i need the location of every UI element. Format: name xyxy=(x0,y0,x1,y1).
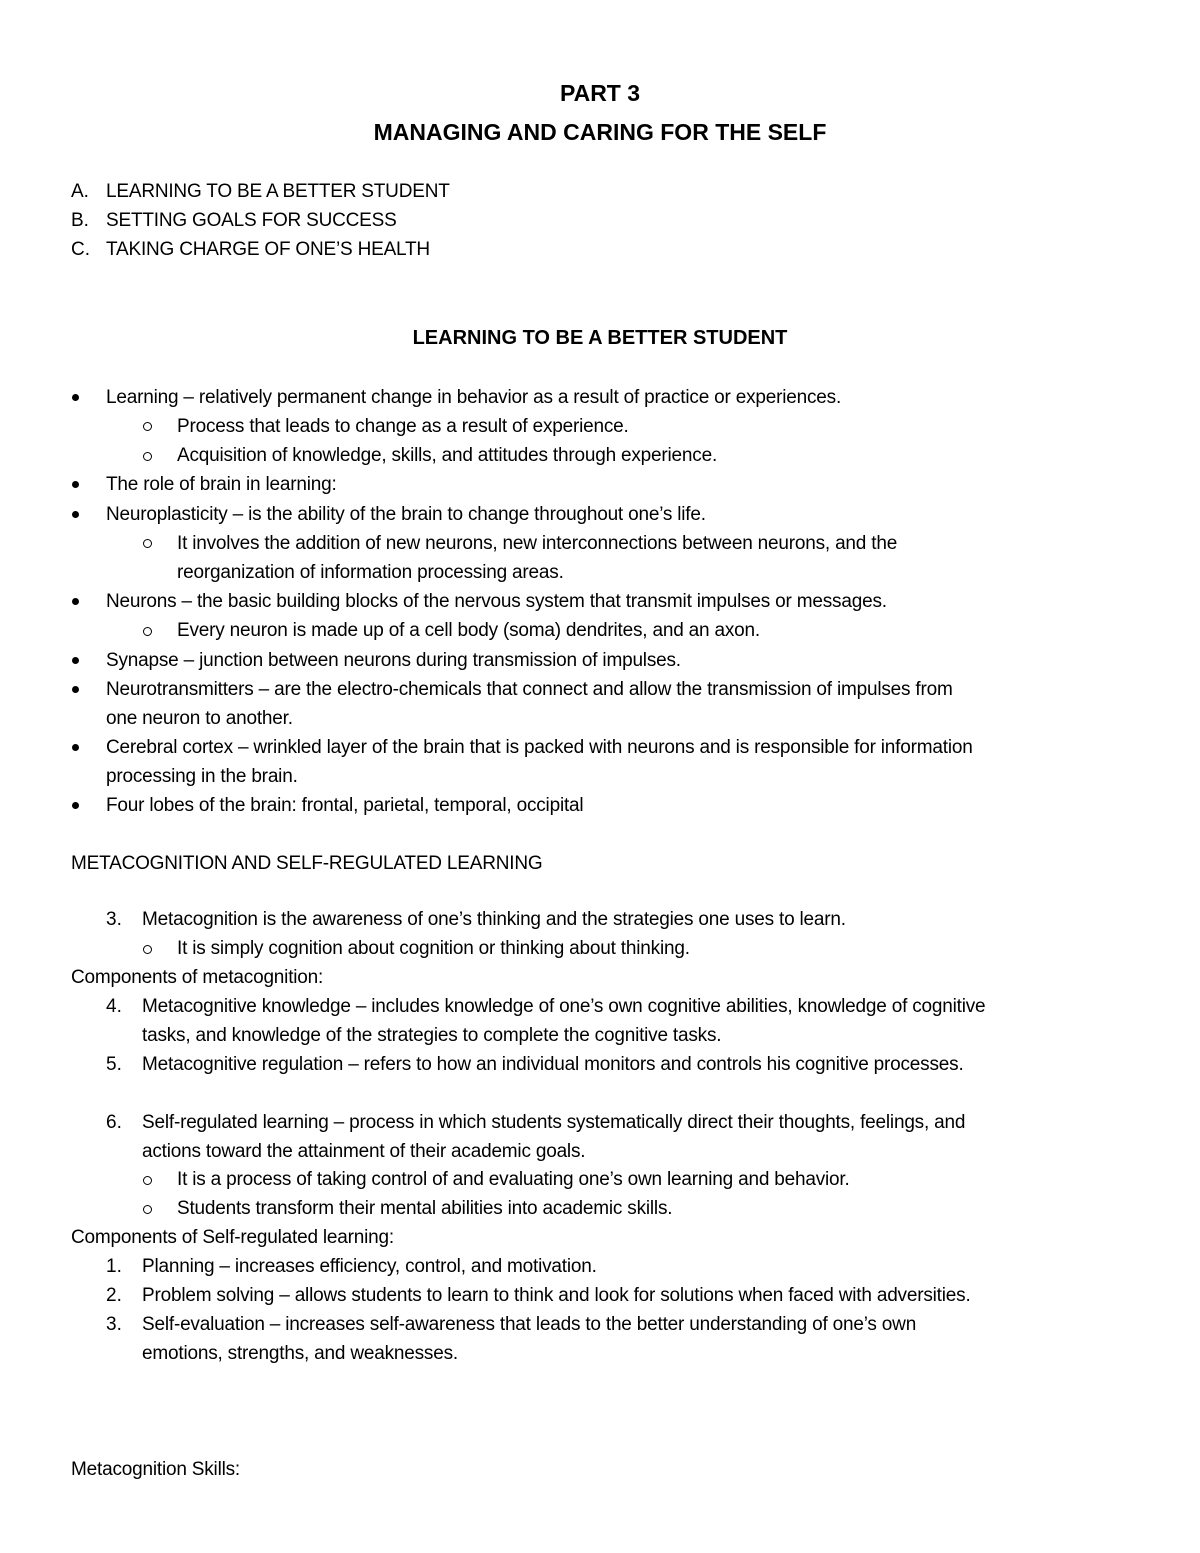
sub-bullet-icon xyxy=(143,452,152,461)
metacognition-skills-label: Metacognition Skills: xyxy=(71,1459,240,1480)
components-srl-label: Components of Self-regulated learning: xyxy=(71,1227,394,1248)
outline-item-a: LEARNING TO BE A BETTER STUDENT xyxy=(106,181,450,202)
srl-self-evaluation-line1: Self-evaluation – increases self-awareness that leads to the better understanding of one’s own xyxy=(142,1314,917,1335)
bullet-neurotransmitters-line2: one neuron to another. xyxy=(106,708,293,729)
list-marker: 3. xyxy=(106,1314,122,1335)
sub-bullet-icon xyxy=(143,539,152,548)
bullet-four-lobes: Four lobes of the brain: frontal, parietal, temporal, occipital xyxy=(106,795,584,816)
bullet-icon xyxy=(72,657,79,664)
list-marker: 6. xyxy=(106,1112,122,1133)
outline-item-b: SETTING GOALS FOR SUCCESS xyxy=(106,210,397,231)
bullet-icon xyxy=(72,394,79,401)
sub-bullet-cognition: It is simply cognition about cognition or thinking about thinking. xyxy=(177,938,690,959)
bullet-icon xyxy=(72,686,79,693)
metacognitive-regulation: Metacognitive regulation – refers to how an individual monitors and controls his cognitive processes. xyxy=(142,1054,964,1075)
metacognition-definition: Metacognition is the awareness of one’s thinking and the strategies one uses to learn. xyxy=(142,909,846,930)
bullet-cortex-line1: Cerebral cortex – wrinkled layer of the brain that is packed with neurons and is responsible for information xyxy=(106,737,973,758)
page-title: MANAGING AND CARING FOR THE SELF xyxy=(373,119,827,145)
components-metacognition-label: Components of metacognition: xyxy=(71,967,324,988)
bullet-icon xyxy=(72,744,79,751)
bullet-icon xyxy=(72,481,79,488)
bullet-synapse: Synapse – junction between neurons during transmission of impulses. xyxy=(106,650,681,671)
bullet-icon xyxy=(72,511,79,518)
metacognitive-knowledge-line1: Metacognitive knowledge – includes knowledge of one’s own cognitive abilities, knowledge of cognitive xyxy=(142,996,986,1017)
self-regulated-learning-line2: actions toward the attainment of their academic goals. xyxy=(142,1141,586,1162)
section-title: LEARNING TO BE A BETTER STUDENT xyxy=(412,327,788,349)
sub-bullet-icon xyxy=(143,945,152,954)
bullet-cortex-line2: processing in the brain. xyxy=(106,766,298,787)
list-marker: 5. xyxy=(106,1054,122,1075)
self-regulated-learning-line1: Self-regulated learning – process in which students systematically direct their thoughts, feelings, and xyxy=(142,1112,966,1133)
metacognition-heading: METACOGNITION AND SELF-REGULATED LEARNING xyxy=(71,853,543,874)
bullet-learning: Learning – relatively permanent change in behavior as a result of practice or experiences. xyxy=(106,387,842,408)
sub-bullet-icon xyxy=(143,422,152,431)
sub-bullet-icon xyxy=(143,1176,152,1185)
sub-bullet-transform: Students transform their mental abilities into academic skills. xyxy=(177,1198,673,1219)
bullet-neurotransmitters-line1: Neurotransmitters – are the electro-chemicals that connect and allow the transmission of impulses from xyxy=(106,679,953,700)
list-marker: 3. xyxy=(106,909,122,930)
sub-bullet-taking-control: It is a process of taking control of and evaluating one’s own learning and behavior. xyxy=(177,1169,850,1190)
metacognitive-knowledge-line2: tasks, and knowledge of the strategies to complete the cognitive tasks. xyxy=(142,1025,722,1046)
sub-bullet-involves-line1: It involves the addition of new neurons, new interconnections between neurons, and the xyxy=(177,533,898,554)
bullet-brain-role: The role of brain in learning: xyxy=(106,474,337,495)
sub-bullet-neuron-parts: Every neuron is made up of a cell body (soma) dendrites, and an axon. xyxy=(177,620,760,641)
srl-planning: Planning – increases efficiency, control, and motivation. xyxy=(142,1256,597,1277)
bullet-neurons: Neurons – the basic building blocks of the nervous system that transmit impulses or messages. xyxy=(106,591,887,612)
sub-bullet-process: Process that leads to change as a result of experience. xyxy=(177,416,629,437)
bullet-icon xyxy=(72,598,79,605)
bullet-neuroplasticity: Neuroplasticity – is the ability of the brain to change throughout one’s life. xyxy=(106,504,706,525)
srl-self-evaluation-line2: emotions, strengths, and weaknesses. xyxy=(142,1343,458,1364)
sub-bullet-involves-line2: reorganization of information processing areas. xyxy=(177,562,564,583)
srl-problem-solving: Problem solving – allows students to learn to think and look for solutions when faced with adversities. xyxy=(142,1285,971,1306)
bullet-icon xyxy=(72,802,79,809)
sub-bullet-icon xyxy=(143,1205,152,1214)
part-number: PART 3 xyxy=(559,80,641,106)
list-marker: 1. xyxy=(106,1256,122,1277)
outline-marker-a: A. xyxy=(71,181,89,202)
list-marker: 4. xyxy=(106,996,122,1017)
outline-item-c: TAKING CHARGE OF ONE’S HEALTH xyxy=(106,239,430,260)
outline-marker-c: C. xyxy=(71,239,90,260)
sub-bullet-acquisition: Acquisition of knowledge, skills, and attitudes through experience. xyxy=(177,445,718,466)
sub-bullet-icon xyxy=(143,627,152,636)
outline-marker-b: B. xyxy=(71,210,89,231)
list-marker: 2. xyxy=(106,1285,122,1306)
